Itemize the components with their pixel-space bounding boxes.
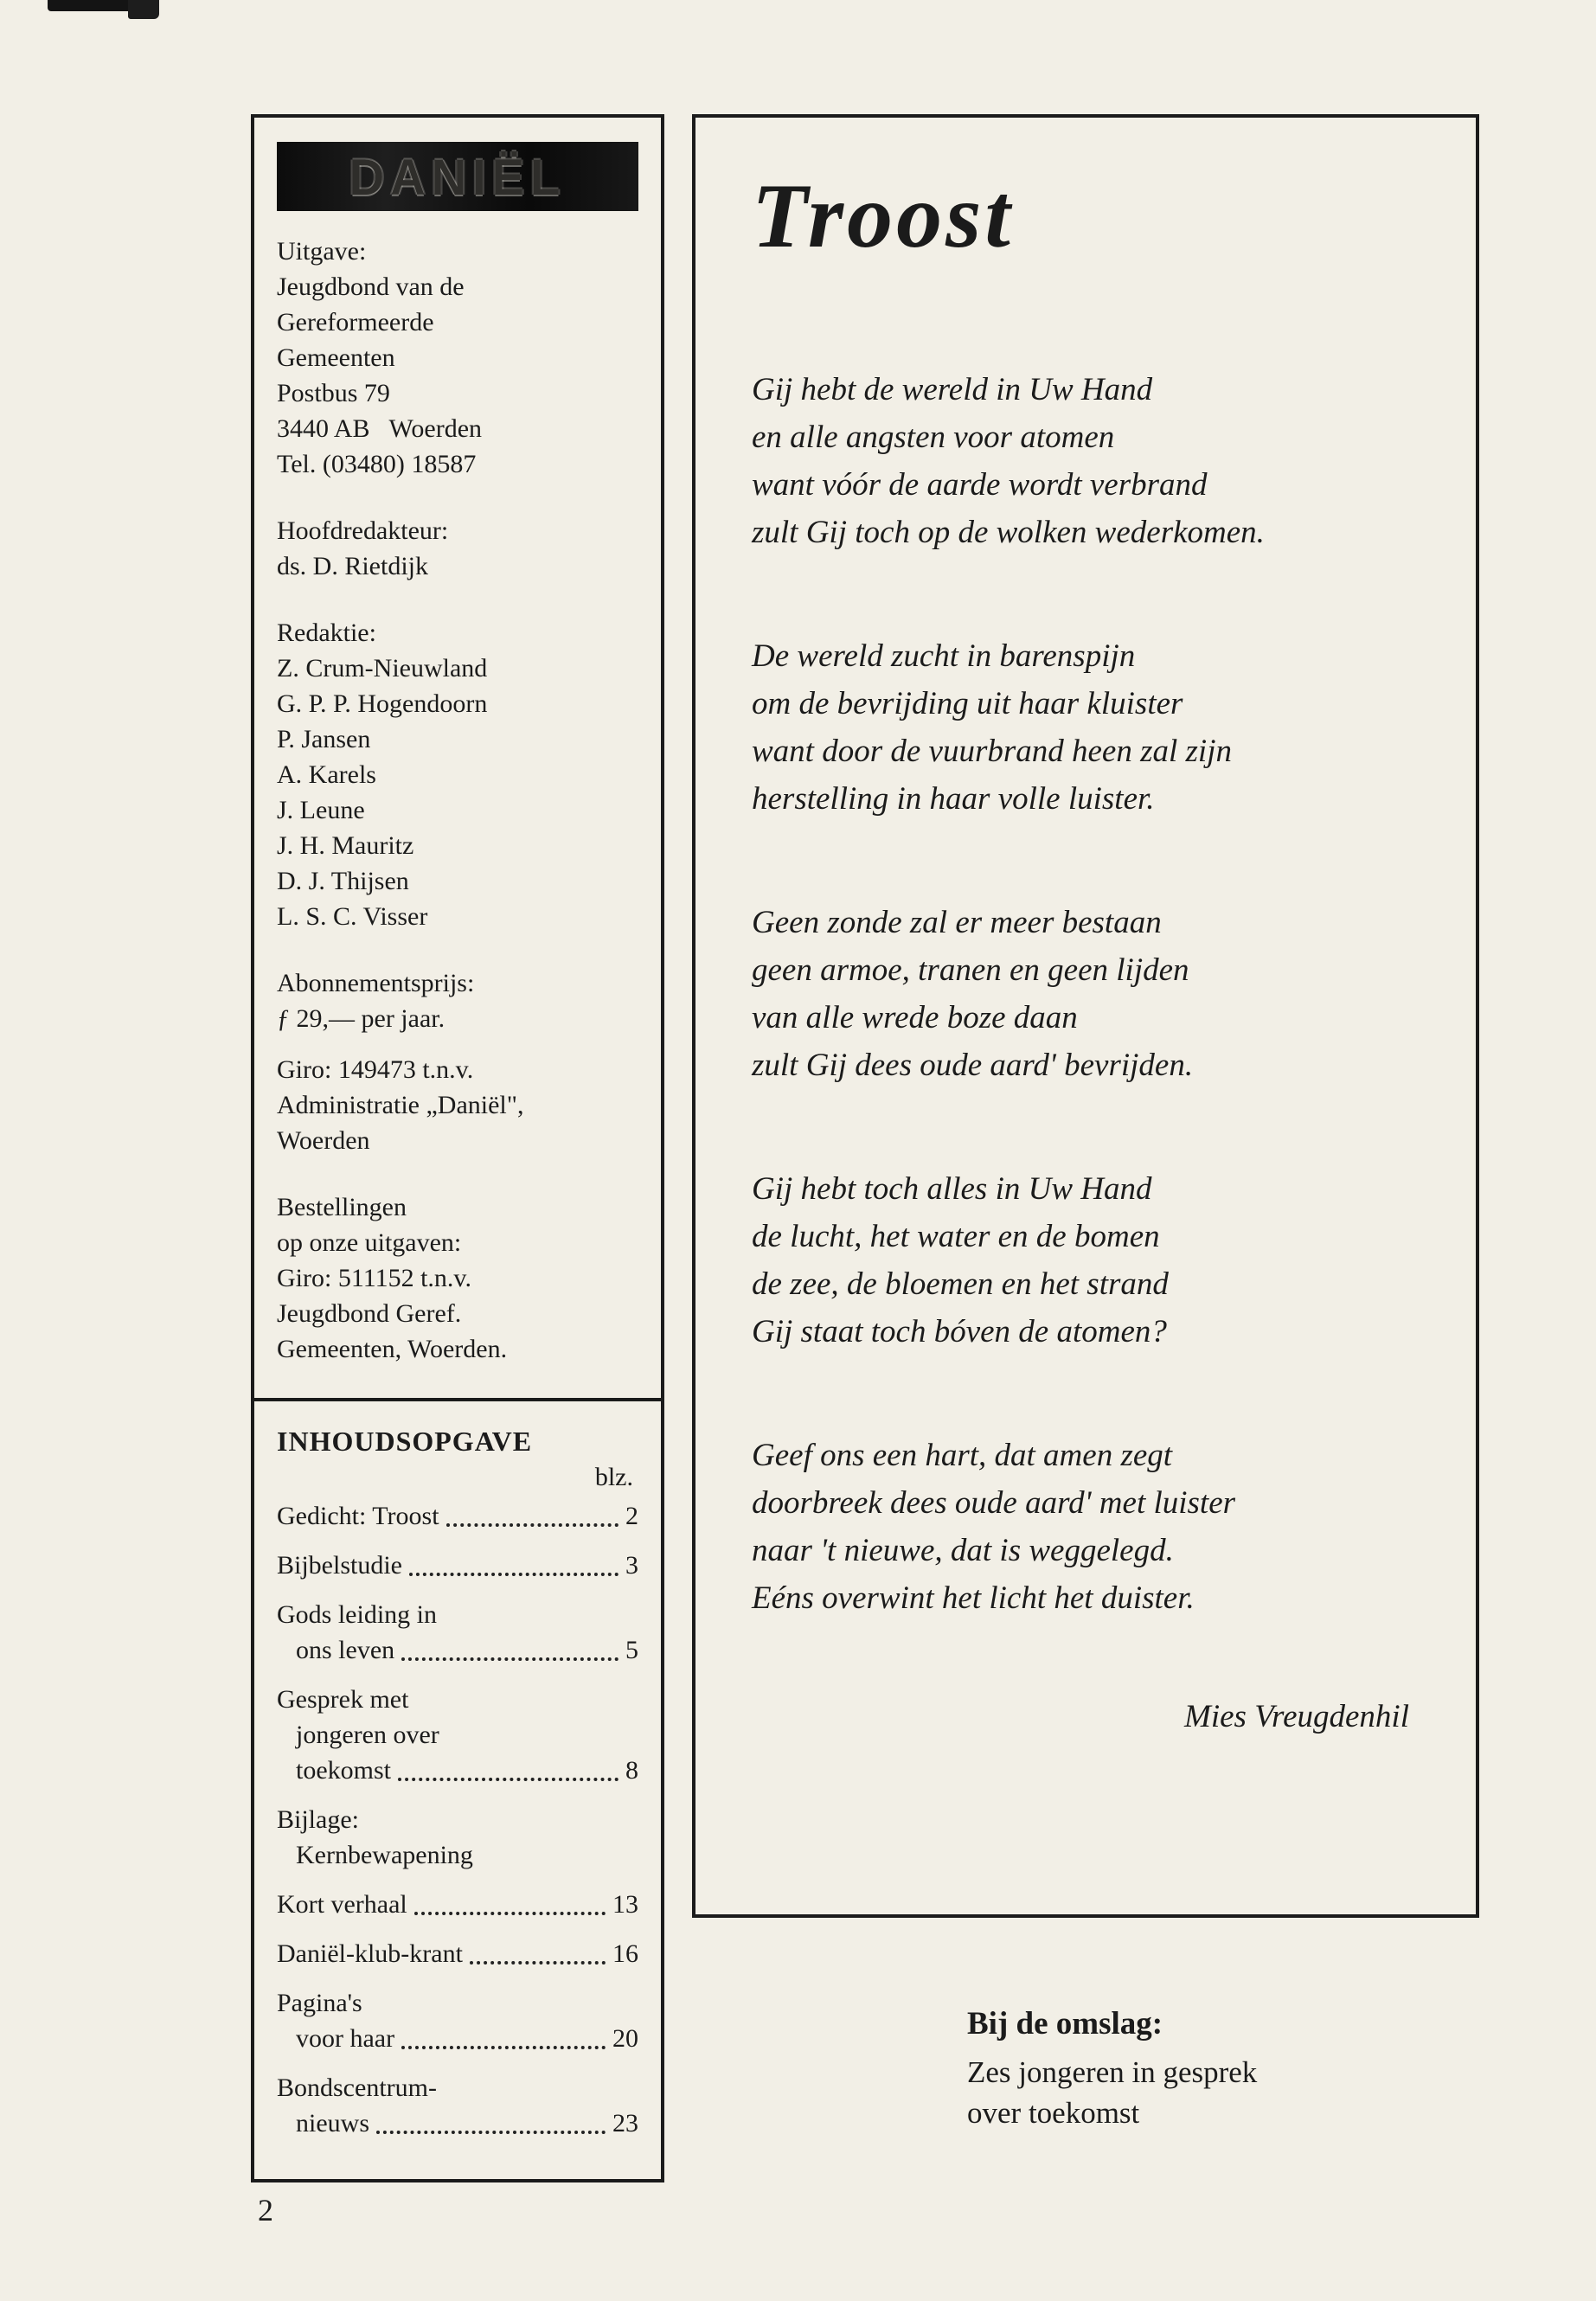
orders-lines (277, 1189, 638, 1367)
orders-line: Gemeenten, Woerden. (277, 1335, 508, 1363)
poem-line: De wereld zucht in barenspijn (752, 638, 1136, 675)
toc-entry-gedicht (277, 1498, 638, 1534)
publisher-label: Uitgave: (277, 237, 367, 266)
cover-note-line: Zes jongeren in gesprek (967, 2055, 1258, 2089)
toc-entry-label: Kernbewapening (296, 1841, 473, 1869)
poem-line: Gij staat toch bóven de atomen? (752, 1314, 1167, 1350)
toc-title: INHOUDSOPGAVE (277, 1426, 533, 1457)
dot-leader (398, 1778, 619, 1781)
poem-stanza-4 (752, 1165, 1420, 1356)
publisher-line: Gereformeerde (277, 308, 434, 336)
orders-line: Bestellingen (277, 1193, 407, 1221)
orders-section (277, 1189, 638, 1367)
cover-note-title: Bij de omslag: (967, 2006, 1163, 2041)
toc-entry-label: Gods leiding in (277, 1600, 437, 1629)
editor-name: L. S. C. Visser (277, 902, 428, 931)
poem-line: want door de vuurbrand heen zal zijn (752, 734, 1232, 770)
toc-page-number: 3 (625, 1551, 638, 1580)
toc-page-number: 13 (612, 1890, 638, 1919)
toc-page-number: 20 (612, 2024, 638, 2053)
toc-entry-label: Gesprek met (277, 1685, 409, 1714)
toc-entry-label: nieuws (296, 2109, 369, 2138)
poem-line: Gij hebt toch alles in Uw Hand (752, 1171, 1152, 1208)
poem-stanza-2 (752, 632, 1420, 823)
toc-entry-kort-verhaal (277, 1887, 638, 1922)
toc-entry-label: Gedicht: Troost (277, 1502, 439, 1530)
giro-line: Woerden (277, 1126, 370, 1155)
poem-line: Eéns overwint het licht het duister. (752, 1580, 1195, 1617)
publisher-lines (277, 269, 638, 482)
orders-line: Giro: 511152 t.n.v. (277, 1264, 471, 1292)
poem-line: zult Gij toch op de wolken wederkomen. (752, 515, 1265, 551)
publisher-line: Postbus 79 (277, 379, 390, 407)
poem-line: naar 't nieuwe, dat is weggelegd. (752, 1533, 1174, 1569)
editor-name: A. Karels (277, 760, 376, 789)
poem-title: Troost (752, 165, 1014, 266)
dot-leader (376, 2131, 606, 2134)
subscription-lines (277, 1001, 638, 1036)
poem-line: Geef ons een hart, dat amen zegt (752, 1438, 1173, 1474)
masthead-panel (251, 114, 664, 2182)
toc-page-abbr: blz. (594, 1463, 633, 1491)
orders-line: Jeugdbond Geref. (277, 1299, 462, 1328)
orders-line: op onze uitgaven: (277, 1228, 462, 1257)
editor-in-chief-section (277, 513, 638, 584)
toc-entry-label: Bijbelstudie (277, 1551, 402, 1580)
poem-line: doorbreek dees oude aard' met luister (752, 1485, 1236, 1522)
toc-page-number: 2 (625, 1502, 638, 1530)
toc-entry-paginas (277, 1985, 638, 2056)
editor-in-chief-label: Hoofdredakteur: (277, 516, 449, 545)
publisher-section (277, 234, 638, 482)
toc-entry-klub-krant (277, 1936, 638, 1971)
cover-note-line: over toekomst (967, 2096, 1140, 2130)
giro-section (277, 1052, 638, 1158)
toc-entry-label: Bondscentrum- (277, 2073, 437, 2102)
editors-label: Redaktie: (277, 619, 376, 647)
poem-panel (692, 114, 1479, 1918)
toc-entry-label: ons leven (296, 1636, 395, 1664)
toc-entry-gesprek (277, 1682, 638, 1788)
poem-stanza-1 (752, 366, 1420, 556)
dot-leader (401, 2046, 606, 2049)
toc-entry-bijbelstudie (277, 1548, 638, 1583)
poem-line: van alle wrede boze daan (752, 1000, 1078, 1036)
editor-name: Z. Crum-Nieuwland (277, 654, 488, 683)
cover-note (967, 2003, 1452, 2133)
dot-leader (409, 1573, 619, 1576)
toc-section (277, 1424, 638, 2141)
poem-line: zult Gij dees oude aard' bevrijden. (752, 1048, 1194, 1084)
subscription-section (277, 965, 638, 1036)
editors-lines (277, 651, 638, 934)
poem-line: herstelling in haar volle luister. (752, 781, 1155, 817)
toc-page-number: 8 (625, 1756, 638, 1785)
poem-line: en alle angsten voor atomen (752, 420, 1115, 456)
toc-page-number: 16 (612, 1939, 638, 1968)
editor-in-chief-lines (277, 548, 638, 584)
editor-name: P. Jansen (277, 725, 371, 753)
publisher-line: Gemeenten (277, 343, 395, 372)
toc-entry-label: Daniël-klub-krant (277, 1939, 463, 1968)
toc-entry-gods-leiding (277, 1597, 638, 1668)
poem-line: geen armoe, tranen en geen lijden (752, 952, 1189, 989)
subscription-line: ƒ 29,— per jaar. (277, 1004, 445, 1033)
toc-entry-label: Bijlage: (277, 1805, 359, 1834)
poem-line: Gij hebt de wereld in Uw Hand (752, 372, 1153, 408)
poem-line: want vóór de aarde wordt verbrand (752, 467, 1208, 503)
editor-name: D. J. Thijsen (277, 867, 409, 895)
poem-stanza-3 (752, 899, 1420, 1089)
cover-note-lines (967, 2052, 1452, 2133)
giro-line: Giro: 149473 t.n.v. (277, 1055, 474, 1084)
scan-artifact (128, 0, 159, 19)
toc-entry-bijlage (277, 1802, 638, 1873)
publisher-line: Tel. (03480) 18587 (277, 450, 477, 478)
panel-divider (254, 1398, 661, 1401)
daniel-logo (277, 142, 638, 211)
dot-leader (470, 1961, 606, 1965)
toc-entry-label: toekomst (296, 1756, 391, 1785)
poem-line: om de bevrijding uit haar kluister (752, 686, 1183, 722)
poem-line: de zee, de bloemen en het strand (752, 1266, 1169, 1303)
toc-page-number: 23 (612, 2109, 638, 2138)
toc-entry-label: Pagina's (277, 1989, 362, 2017)
poem-line: de lucht, het water en de bomen (752, 1219, 1160, 1255)
giro-lines (277, 1052, 638, 1158)
editor-in-chief-name: ds. D. Rietdijk (277, 552, 429, 580)
publisher-line: Jeugdbond van de (277, 272, 465, 301)
toc-entry-label: jongeren over (296, 1721, 439, 1749)
editor-name: J. H. Mauritz (277, 831, 414, 860)
poem-stanza-5 (752, 1432, 1420, 1622)
toc-entry-label: voor haar (296, 2024, 395, 2053)
dot-leader (446, 1523, 619, 1527)
page-number: 2 (258, 2193, 273, 2227)
publisher-line: 3440 AB Woerden (277, 414, 483, 443)
poem-author: Mies Vreugdenhil (1184, 1699, 1409, 1735)
dot-leader (401, 1657, 619, 1661)
dot-leader (414, 1912, 606, 1915)
giro-line: Administratie „Daniël", (277, 1091, 524, 1119)
editor-name: J. Leune (277, 796, 365, 824)
daniel-logo-text: DANIËL (349, 147, 567, 206)
poem-line: Geen zonde zal er meer bestaan (752, 905, 1162, 941)
subscription-label: Abonnementsprijs: (277, 969, 475, 997)
toc-entry-label: Kort verhaal (277, 1890, 407, 1919)
editor-name: G. P. P. Hogendoorn (277, 689, 488, 718)
editors-section (277, 615, 638, 934)
toc-entry-bondscentrum (277, 2070, 638, 2141)
toc-page-number: 5 (625, 1636, 638, 1664)
